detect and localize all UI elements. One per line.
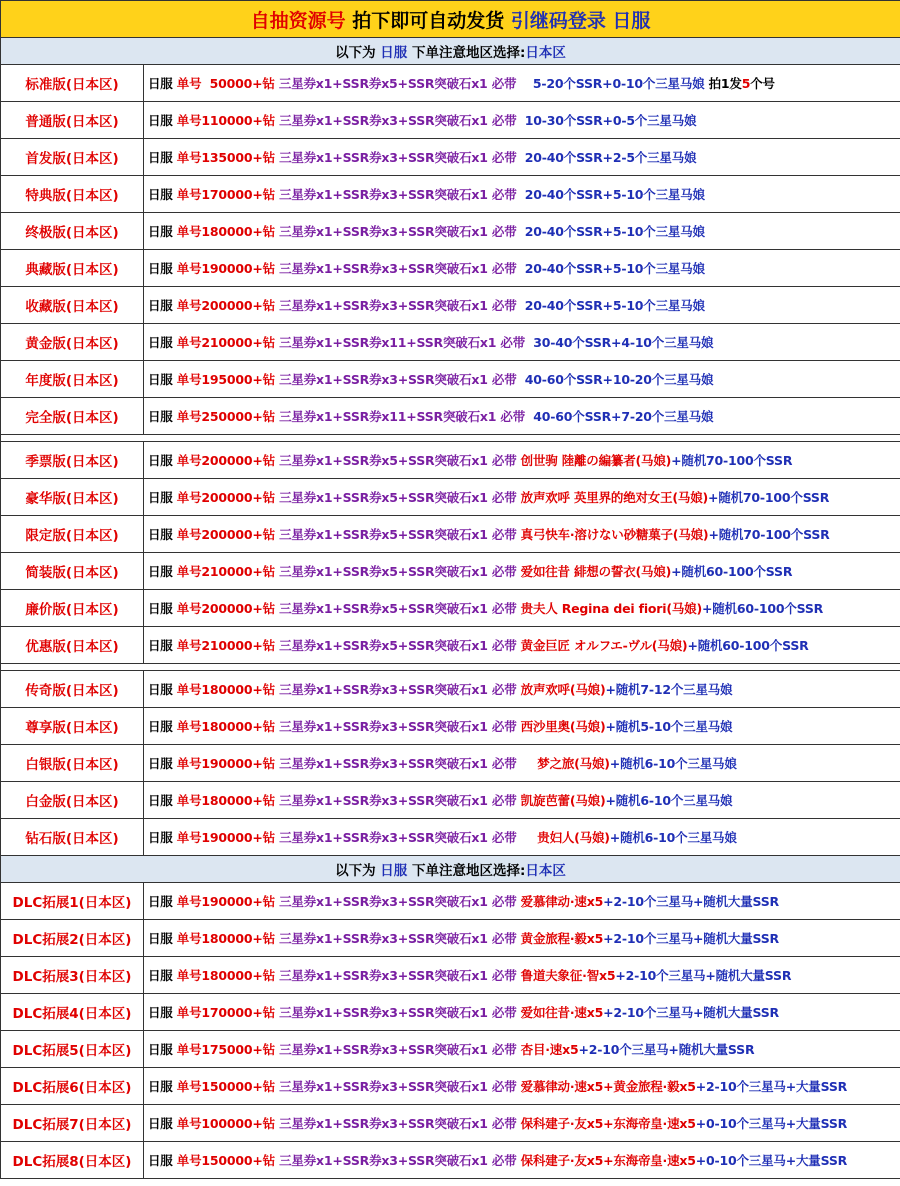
text-segment: 单号180000+钻 — [176, 682, 280, 697]
edition-description — [144, 139, 900, 176]
edition-label: 特典版(日本区) — [1, 176, 144, 213]
edition-label: 限定版(日本区) — [1, 516, 144, 553]
text-segment: 以下为 — [335, 863, 381, 879]
table-row — [1, 516, 900, 553]
section-header-row — [1, 856, 900, 883]
text-segment: 个号 — [750, 76, 775, 91]
edition-label: 季票版(日本区) — [1, 442, 144, 479]
text-segment: 单号210000+钻 — [176, 335, 280, 350]
section-header — [1, 38, 900, 65]
text-segment: 单号210000+钻 — [176, 638, 280, 653]
text-segment: 三星券x1+SSR券x3+SSR突破石x1 必带 — [279, 113, 521, 128]
edition-description — [144, 1068, 900, 1105]
text-segment: 日服 — [148, 968, 177, 983]
edition-description — [144, 708, 900, 745]
text-segment: 日服 — [148, 830, 177, 845]
edition-label: 白银版(日本区) — [1, 745, 144, 782]
edition-label: 终极版(日本区) — [1, 213, 144, 250]
text-segment: 日服 — [148, 682, 177, 697]
text-segment: 单号190000+钻 — [176, 894, 280, 909]
edition-label: 黄金版(日本区) — [1, 324, 144, 361]
text-segment: 三星券x1+SSR券x3+SSR突破石x1 必带 — [279, 793, 521, 808]
text-segment: +2-10个三星马+随机大量SSR — [603, 894, 779, 909]
text-segment: 日服 — [148, 150, 177, 165]
text-segment: 三星券x1+SSR券x5+SSR突破石x1 必带 — [279, 527, 521, 542]
text-segment: 爱慕律动·速x5 — [520, 894, 604, 909]
table-row — [1, 324, 900, 361]
edition-label: DLC拓展5(日本区) — [1, 1031, 144, 1068]
text-segment: 单号250000+钻 — [176, 409, 280, 424]
edition-label: 钻石版(日本区) — [1, 819, 144, 856]
text-segment: 三星券x1+SSR券x5+SSR突破石x1 必带 — [279, 638, 521, 653]
table-row — [1, 176, 900, 213]
text-segment: 三星券x1+SSR券x3+SSR突破石x1 必带 — [279, 830, 521, 845]
text-segment: 单号180000+钻 — [176, 224, 280, 239]
text-segment: +0-10个三星马+大量SSR — [695, 1153, 848, 1168]
text-segment: 单号150000+钻 — [176, 1153, 280, 1168]
edition-description — [144, 1105, 900, 1142]
text-segment: 日服 — [148, 298, 177, 313]
text-segment: 20-40个SSR+5-10个三星马娘 — [520, 224, 705, 239]
table-row — [1, 213, 900, 250]
text-segment: 三星券x1+SSR券x3+SSR突破石x1 必带 — [279, 1079, 521, 1094]
text-segment: 单号170000+钻 — [176, 1005, 280, 1020]
text-segment: 三星券x1+SSR券x3+SSR突破石x1 必带 — [279, 187, 521, 202]
edition-label: 白金版(日本区) — [1, 782, 144, 819]
text-segment: 40-60个SSR+10-20个三星马娘 — [520, 372, 714, 387]
edition-description — [144, 994, 900, 1031]
edition-label: 普通版(日本区) — [1, 102, 144, 139]
edition-description — [144, 65, 900, 102]
text-segment: 放声欢呼(马娘) — [520, 682, 606, 697]
edition-description — [144, 442, 900, 479]
text-segment: 日服 — [148, 490, 177, 505]
edition-description — [144, 287, 900, 324]
text-segment: 单号200000+钻 — [176, 527, 280, 542]
table-row — [1, 442, 900, 479]
edition-description — [144, 590, 900, 627]
text-segment: 20-40个SSR+5-10个三星马娘 — [520, 187, 705, 202]
text-segment: 三星券x1+SSR券x5+SSR突破石x1 必带 — [279, 453, 521, 468]
text-segment: 单号100000+钻 — [176, 1116, 280, 1131]
table-row — [1, 920, 900, 957]
edition-description — [144, 516, 900, 553]
text-segment: 三星券x1+SSR券x5+SSR突破石x1 必带 — [279, 601, 521, 616]
text-segment: 日服 — [148, 1042, 177, 1057]
table-row — [1, 1031, 900, 1068]
edition-description — [144, 745, 900, 782]
text-segment: 真弓快车·溶けない砂糖菓子(马娘) — [520, 527, 709, 542]
text-segment: 三星券x1+SSR券x3+SSR突破石x1 必带 — [279, 1153, 521, 1168]
separator-row — [1, 435, 900, 442]
edition-description — [144, 102, 900, 139]
text-segment: 日服 — [148, 453, 177, 468]
text-segment: 三星券x1+SSR券x3+SSR突破石x1 必带 — [279, 719, 521, 734]
text-segment: 日服 — [380, 863, 408, 879]
text-segment: 日服 — [148, 527, 177, 542]
section-header — [1, 856, 900, 883]
edition-description — [144, 627, 900, 664]
table-row — [1, 782, 900, 819]
text-segment: 单号150000+钻 — [176, 1079, 280, 1094]
edition-label: DLC拓展6(日本区) — [1, 1068, 144, 1105]
table-row — [1, 553, 900, 590]
edition-label: 标准版(日本区) — [1, 65, 144, 102]
title-row — [1, 1, 900, 38]
text-segment: 凯旋芭蕾(马娘) — [520, 793, 606, 808]
edition-description — [144, 361, 900, 398]
text-segment: +随机70-100个SSR — [671, 453, 793, 468]
text-segment: 日本区 — [525, 45, 566, 61]
text-segment: 贵夫人 Regina dei fiori(马娘) — [520, 601, 702, 616]
text-segment: +随机60-100个SSR — [701, 601, 824, 616]
edition-description — [144, 176, 900, 213]
table-row — [1, 1105, 900, 1142]
text-segment: 单号200000+钻 — [176, 453, 280, 468]
separator-row — [1, 664, 900, 671]
text-segment: 创世驹 陸離の編纂者(马娘) — [520, 453, 672, 468]
table-row — [1, 1142, 900, 1179]
text-segment: 单号 50000+钻 — [176, 76, 279, 91]
text-segment: 单号110000+钻 — [176, 113, 280, 128]
text-segment: 10-30个SSR+0-5个三星马娘 — [520, 113, 697, 128]
text-segment: 单号190000+钻 — [176, 261, 280, 276]
text-segment: +2-10个三星马+随机大量SSR — [615, 968, 792, 983]
text-segment: 20-40个SSR+5-10个三星马娘 — [520, 298, 705, 313]
edition-description — [144, 553, 900, 590]
edition-description — [144, 250, 900, 287]
text-segment: 贵妇人(马娘) — [520, 830, 610, 845]
text-segment: 三星券x1+SSR券x3+SSR突破石x1 必带 — [279, 756, 521, 771]
edition-description — [144, 883, 900, 920]
text-segment: 三星券x1+SSR券x3+SSR突破石x1 必带 — [279, 224, 521, 239]
edition-description — [144, 1142, 900, 1179]
text-segment: +随机7-12个三星马娘 — [605, 682, 733, 697]
text-segment: 爱慕律动·速x5+黄金旅程·毅x5 — [520, 1079, 696, 1094]
text-segment: 三星券x1+SSR券x3+SSR突破石x1 必带 — [279, 261, 521, 276]
text-segment: 自抽资源号 — [250, 9, 353, 32]
text-segment: 日服 — [148, 261, 177, 276]
text-segment: 杏目·速x5 — [520, 1042, 579, 1057]
section-header-row — [1, 38, 900, 65]
table-row — [1, 139, 900, 176]
text-segment: 日本区 — [525, 863, 566, 879]
table-row — [1, 819, 900, 856]
text-segment: 拍1发 — [708, 76, 742, 91]
text-segment: 三星券x1+SSR券x3+SSR突破石x1 必带 — [279, 1042, 521, 1057]
text-segment: 日服 — [148, 187, 177, 202]
text-segment: 单号180000+钻 — [176, 968, 280, 983]
edition-description — [144, 213, 900, 250]
edition-label: 豪华版(日本区) — [1, 479, 144, 516]
text-segment: 梦之旅(马娘) — [520, 756, 610, 771]
text-segment: +随机6-10个三星马娘 — [609, 830, 737, 845]
text-segment: 三星券x1+SSR券x11+SSR突破石x1 必带 — [279, 335, 530, 350]
text-segment: 三星券x1+SSR券x3+SSR突破石x1 必带 — [279, 298, 521, 313]
text-segment: 三星券x1+SSR券x3+SSR突破石x1 必带 — [279, 1005, 521, 1020]
text-segment: 日服 — [148, 894, 177, 909]
text-segment: 单号200000+钻 — [176, 490, 280, 505]
edition-label: 优惠版(日本区) — [1, 627, 144, 664]
text-segment: 20-40个SSR+5-10个三星马娘 — [520, 261, 705, 276]
text-segment: 单号190000+钻 — [176, 830, 280, 845]
text-segment: 单号180000+钻 — [176, 793, 280, 808]
table-row — [1, 994, 900, 1031]
text-segment: 三星券x1+SSR券x5+SSR突破石x1 必带 — [278, 76, 521, 91]
edition-label: DLC拓展4(日本区) — [1, 994, 144, 1031]
text-segment: 日服 — [148, 1116, 177, 1131]
text-segment: 日服 — [148, 601, 177, 616]
text-segment: 三星券x1+SSR券x5+SSR突破石x1 必带 — [279, 564, 521, 579]
text-segment: 日服 — [148, 113, 177, 128]
table-row — [1, 745, 900, 782]
edition-label: DLC拓展3(日本区) — [1, 957, 144, 994]
table-row — [1, 65, 900, 102]
text-segment: 三星券x1+SSR券x3+SSR突破石x1 必带 — [279, 1116, 521, 1131]
table-row — [1, 479, 900, 516]
text-segment: 日服 — [148, 719, 177, 734]
text-segment: 黄金巨匠 オルフエ-ヴル(马娘) — [520, 638, 688, 653]
text-segment: +0-10个三星马+大量SSR — [695, 1116, 848, 1131]
table-row — [1, 590, 900, 627]
text-segment: 三星券x1+SSR券x3+SSR突破石x1 必带 — [279, 968, 521, 983]
text-segment: 三星券x1+SSR券x3+SSR突破石x1 必带 — [279, 682, 521, 697]
text-segment: 单号180000+钻 — [176, 719, 280, 734]
text-segment: 日服 — [148, 335, 177, 350]
text-segment: +随机70-100个SSR — [708, 490, 830, 505]
separator — [1, 664, 900, 671]
text-segment: +随机60-100个SSR — [687, 638, 809, 653]
text-segment: +随机6-10个三星马娘 — [605, 793, 733, 808]
text-segment: 单号195000+钻 — [176, 372, 280, 387]
text-segment: 40-60个SSR+7-20个三星马娘 — [529, 409, 714, 424]
text-segment: 单号180000+钻 — [176, 931, 280, 946]
table-row — [1, 398, 900, 435]
text-segment: 20-40个SSR+2-5个三星马娘 — [520, 150, 697, 165]
text-segment: 日服 — [148, 564, 177, 579]
text-segment: 黄金旅程·毅x5 — [520, 931, 604, 946]
edition-description — [144, 920, 900, 957]
edition-description — [144, 819, 900, 856]
text-segment: 爱如往昔 緋想の誓衣(马娘) — [520, 564, 672, 579]
edition-description — [144, 782, 900, 819]
text-segment: 日服 — [148, 1079, 177, 1094]
text-segment: 单号200000+钻 — [176, 298, 280, 313]
text-segment: +随机70-100个SSR — [708, 527, 830, 542]
text-segment: 日服 — [148, 756, 177, 771]
text-segment: 下单注意地区选择: — [407, 45, 526, 61]
text-segment: +2-10个三星马+大量SSR — [695, 1079, 848, 1094]
edition-description — [144, 324, 900, 361]
text-segment: 日服 — [148, 76, 177, 91]
text-segment: 日服 — [148, 1153, 177, 1168]
table-row — [1, 671, 900, 708]
text-segment: 日服 — [380, 45, 408, 61]
text-segment: 日服 — [148, 1005, 177, 1020]
table-row — [1, 102, 900, 139]
text-segment: 保科建子·友x5+东海帝皇·速x5 — [520, 1153, 696, 1168]
text-segment: 单号200000+钻 — [176, 601, 280, 616]
text-segment: 三星券x1+SSR券x3+SSR突破石x1 必带 — [279, 931, 521, 946]
table-row — [1, 250, 900, 287]
text-segment: 下单注意地区选择: — [407, 863, 526, 879]
text-segment: 单号190000+钻 — [176, 756, 280, 771]
text-segment: +随机6-10个三星马娘 — [609, 756, 737, 771]
edition-label: 简装版(日本区) — [1, 553, 144, 590]
text-segment: 日服 — [148, 931, 177, 946]
edition-label: 首发版(日本区) — [1, 139, 144, 176]
edition-label: DLC拓展1(日本区) — [1, 883, 144, 920]
text-segment: 30-40个SSR+4-10个三星马娘 — [529, 335, 714, 350]
text-segment: 放声欢呼 英里界的绝对女王(马娘) — [520, 490, 709, 505]
edition-label: 传奇版(日本区) — [1, 671, 144, 708]
table-row — [1, 957, 900, 994]
text-segment: 以下为 — [335, 45, 381, 61]
edition-label: DLC拓展7(日本区) — [1, 1105, 144, 1142]
text-segment: 保科建子·友x5+东海帝皇·速x5 — [520, 1116, 696, 1131]
table-row — [1, 883, 900, 920]
text-segment: 日服 — [148, 638, 177, 653]
text-segment: 单号175000+钻 — [176, 1042, 280, 1057]
table-row — [1, 1068, 900, 1105]
edition-label: 尊享版(日本区) — [1, 708, 144, 745]
text-segment: +2-10个三星马+随机大量SSR — [603, 931, 779, 946]
table-row — [1, 361, 900, 398]
edition-label: 完全版(日本区) — [1, 398, 144, 435]
text-segment: 引继码登录 日服 — [510, 9, 651, 32]
text-segment: 拍下即可自动发货 — [352, 9, 511, 32]
text-segment: 三星券x1+SSR券x3+SSR突破石x1 必带 — [279, 894, 521, 909]
text-segment: 日服 — [148, 372, 177, 387]
text-segment: 三星券x1+SSR券x3+SSR突破石x1 必带 — [279, 372, 521, 387]
edition-label: DLC拓展2(日本区) — [1, 920, 144, 957]
edition-description — [144, 957, 900, 994]
edition-label: DLC拓展8(日本区) — [1, 1142, 144, 1179]
text-segment: 5 — [741, 76, 751, 91]
text-segment: +随机60-100个SSR — [671, 564, 793, 579]
edition-label: 年度版(日本区) — [1, 361, 144, 398]
text-segment: 三星券x1+SSR券x5+SSR突破石x1 必带 — [279, 490, 521, 505]
edition-label: 收藏版(日本区) — [1, 287, 144, 324]
table-row — [1, 627, 900, 664]
text-segment: 爱如往昔·速x5 — [520, 1005, 604, 1020]
page-title — [1, 1, 900, 38]
text-segment: 日服 — [148, 224, 177, 239]
text-segment: 日服 — [148, 409, 177, 424]
edition-description — [144, 479, 900, 516]
text-segment: 日服 — [148, 793, 177, 808]
text-segment: 单号170000+钻 — [176, 187, 280, 202]
edition-description — [144, 398, 900, 435]
text-segment: 西沙里奥(马娘) — [520, 719, 606, 734]
edition-description — [144, 1031, 900, 1068]
text-segment: 单号135000+钻 — [176, 150, 280, 165]
text-segment: 单号210000+钻 — [176, 564, 280, 579]
edition-description — [144, 671, 900, 708]
text-segment: +随机5-10个三星马娘 — [605, 719, 733, 734]
text-segment: 鲁道夫象征·智x5 — [520, 968, 616, 983]
text-segment: +2-10个三星马+随机大量SSR — [603, 1005, 779, 1020]
separator — [1, 435, 900, 442]
price-table-body — [1, 1, 900, 1179]
text-segment: +2-10个三星马+随机大量SSR — [578, 1042, 755, 1057]
edition-label: 典藏版(日本区) — [1, 250, 144, 287]
text-segment: 三星券x1+SSR券x11+SSR突破石x1 必带 — [279, 409, 530, 424]
table-row — [1, 287, 900, 324]
table-row — [1, 708, 900, 745]
text-segment: 5-20个SSR+0-10个三星马娘 — [520, 76, 709, 91]
text-segment: 三星券x1+SSR券x3+SSR突破石x1 必带 — [279, 150, 521, 165]
edition-label: 廉价版(日本区) — [1, 590, 144, 627]
